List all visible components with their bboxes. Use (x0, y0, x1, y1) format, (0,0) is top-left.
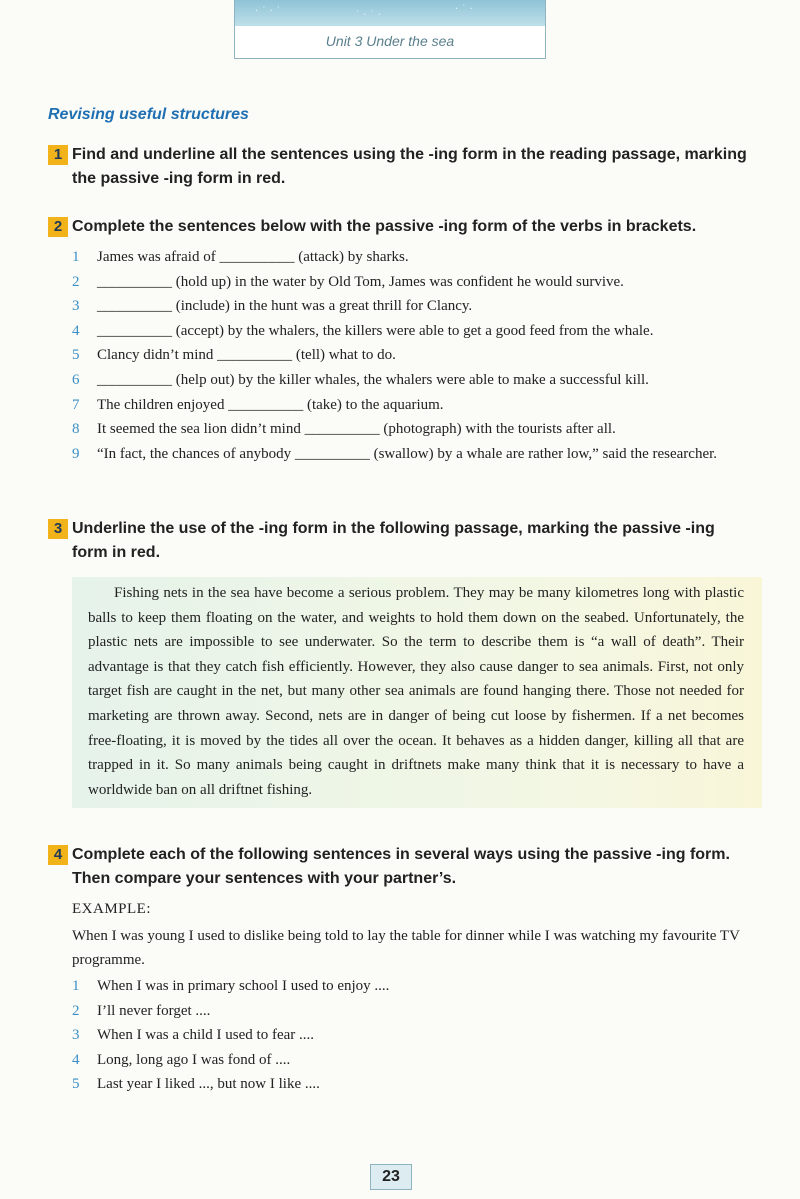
list-item: 3 When I was a child I used to fear .... (72, 1027, 315, 1044)
task-instruction: Underline the use of the -ing form in the following passage, marking the passive -ing form in red. (72, 520, 715, 561)
list-item: 8 It seemed the sea lion didn’t mind __________ (photograph) with the tourists after all. (72, 421, 616, 438)
task-instruction: Complete each of the following sentences in several ways using the passive -ing form. Then compare your sentences with your partner’s. (72, 846, 730, 887)
list-item: 2 __________ (hold up) in the water by Old Tom, James was confident he would survive. (72, 273, 624, 290)
example-text: When I was young I used to dislike being told to lay the table for dinner while I was watching my favourite TV programme. (72, 928, 740, 968)
unit-title: Unit 3 Under the sea (325, 33, 455, 49)
task-number-badge: 2 (48, 217, 68, 237)
list-item: 5 Last year I liked ..., but now I like .... (72, 1076, 320, 1093)
list-item: 5 Clancy didn’t mind __________ (tell) what to do. (72, 347, 396, 364)
task-number-badge: 4 (48, 845, 68, 865)
task-1 (48, 143, 748, 191)
task-2 (48, 215, 748, 466)
page-number: 23 (370, 1164, 412, 1190)
list-item: 2 I’ll never forget .... (72, 1002, 211, 1019)
task-3 (48, 517, 748, 808)
reading-passage: Fishing nets in the sea have become a serious problem. They may be many kilometres long with plastic balls to keep them floating on the water, and weights to hold them down on the seabed. Unfortunately, the plastic nets are impossible to see underwater. So the term to describe them is “a wall of death”. Their advantage is that they catch fish efficiently. However, they also cause danger to sea animals. First, not only target fish are caught in the net, but many other sea animals are found hanging there. Those not needed for marketing are thrown away. Second, nets are in danger of being cut loose by fishermen. If a net becomes free-floating, it is moved by the tides all over the ocean. It behaves as a hidden danger, killing all that are trapped in it. So many animals being caught in driftnets make many think that it is necessary to have a worldwide ban on all driftnet fishing. (72, 577, 762, 808)
task-instruction: Find and underline all the sentences using the -ing form in the reading passage, marking the passive -ing form in red. (72, 146, 747, 187)
task-number-badge: 1 (48, 145, 68, 165)
list-item: 7 The children enjoyed __________ (take) to the aquarium. (72, 396, 444, 413)
exercise-list (48, 245, 748, 466)
list-item: 4 __________ (accept) by the whalers, the killers were able to get a good feed from the whale. (72, 322, 654, 339)
list-item: 1 James was afraid of __________ (attack) by sharks. (72, 249, 409, 265)
list-item: 9 “In fact, the chances of anybody __________ (swallow) by a whale are rather low,” said the researcher. (72, 445, 718, 462)
exercise-list (48, 974, 748, 1097)
task-number-badge: 3 (48, 519, 68, 539)
list-item: 4 Long, long ago I was fond of .... (72, 1051, 291, 1068)
example-label: EXAMPLE: (72, 901, 151, 917)
sea-banner-image: · ˙ · ˙ ˙ · ˙ · · ˙ · (235, 0, 545, 26)
unit-header-banner (234, 0, 546, 59)
list-item: 6 __________ (help out) by the killer whales, the whalers were able to make a successful kill. (72, 371, 649, 388)
section-title: Revising useful structures (48, 106, 249, 123)
list-item: 1 When I was in primary school I used to enjoy .... (72, 978, 390, 994)
task-instruction: Complete the sentences below with the passive -ing form of the verbs in brackets. (72, 218, 697, 235)
list-item: 3 __________ (include) in the hunt was a great thrill for Clancy. (72, 298, 473, 315)
task-4 (48, 843, 748, 1097)
